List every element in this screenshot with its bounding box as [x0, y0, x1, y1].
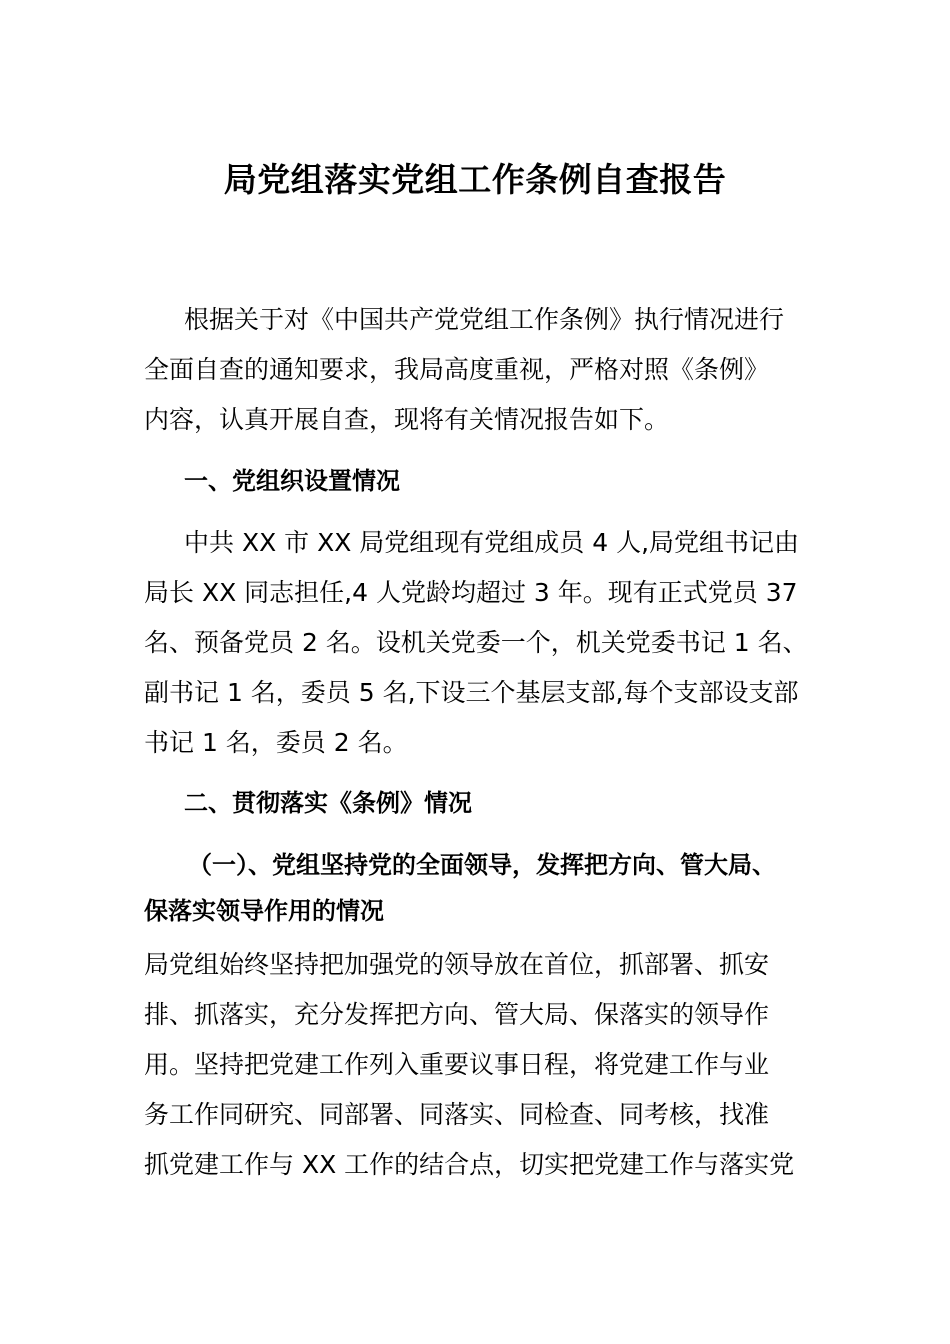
paragraph-line: 中共 XX 市 XX 局党组现有党组成员 4 人,局党组书记由: [184, 528, 800, 557]
paragraph-line: 根据关于对《中国共产党党组工作条例》执行情况进行: [184, 305, 785, 334]
paragraph-line: 书记 1 名，委员 2 名。: [144, 728, 408, 757]
paragraph-line: 局长 XX 同志担任,4 人党龄均超过 3 年。现有正式党员 37: [144, 578, 798, 607]
subsection1-paragraph: [144, 940, 810, 1190]
paragraph-line: 用。坚持把党建工作列入重要议事日程，将党建工作与业: [144, 1050, 770, 1079]
paragraph-line: 局党组始终坚持把加强党的领导放在首位，抓部署、抓安: [144, 950, 770, 979]
section1-paragraph: [144, 518, 810, 768]
section1-heading: 一、党组织设置情况: [184, 467, 400, 495]
section2-heading-block: [144, 778, 810, 828]
paragraph-line: 内容，认真开展自查，现将有关情况报告如下。: [144, 405, 670, 434]
paragraph-line: 务工作同研究、同部署、同落实、同检查、同考核，找准: [144, 1100, 770, 1129]
paragraph-line: 抓党建工作与 XX 工作的结合点，切实把党建工作与落实党: [144, 1150, 795, 1179]
document-title: 局党组落实党组工作条例自查报告: [223, 160, 727, 199]
subsection1-heading-line: 保落实领导作用的情况: [144, 897, 384, 925]
paragraph-line: 名、预备党员 2 名。设机关党委一个，机关党委书记 1 名、: [144, 628, 808, 657]
subsection1-heading-line: （一）、党组坚持党的全面领导，发挥把方向、管大局、: [188, 851, 776, 879]
intro-paragraph: [144, 295, 810, 445]
subsection1-heading-block: [144, 840, 810, 936]
section1-heading-block: [144, 456, 810, 506]
section2-heading: 二、贯彻落实《条例》情况: [184, 789, 472, 817]
paragraph-line: 全面自查的通知要求，我局高度重视，严格对照《条例》: [144, 355, 770, 384]
paragraph-line: 副书记 1 名，委员 5 名,下设三个基层支部,每个支部设支部: [144, 678, 799, 707]
paragraph-line: 排、抓落实，充分发挥把方向、管大局、保落实的领导作: [144, 1000, 770, 1029]
